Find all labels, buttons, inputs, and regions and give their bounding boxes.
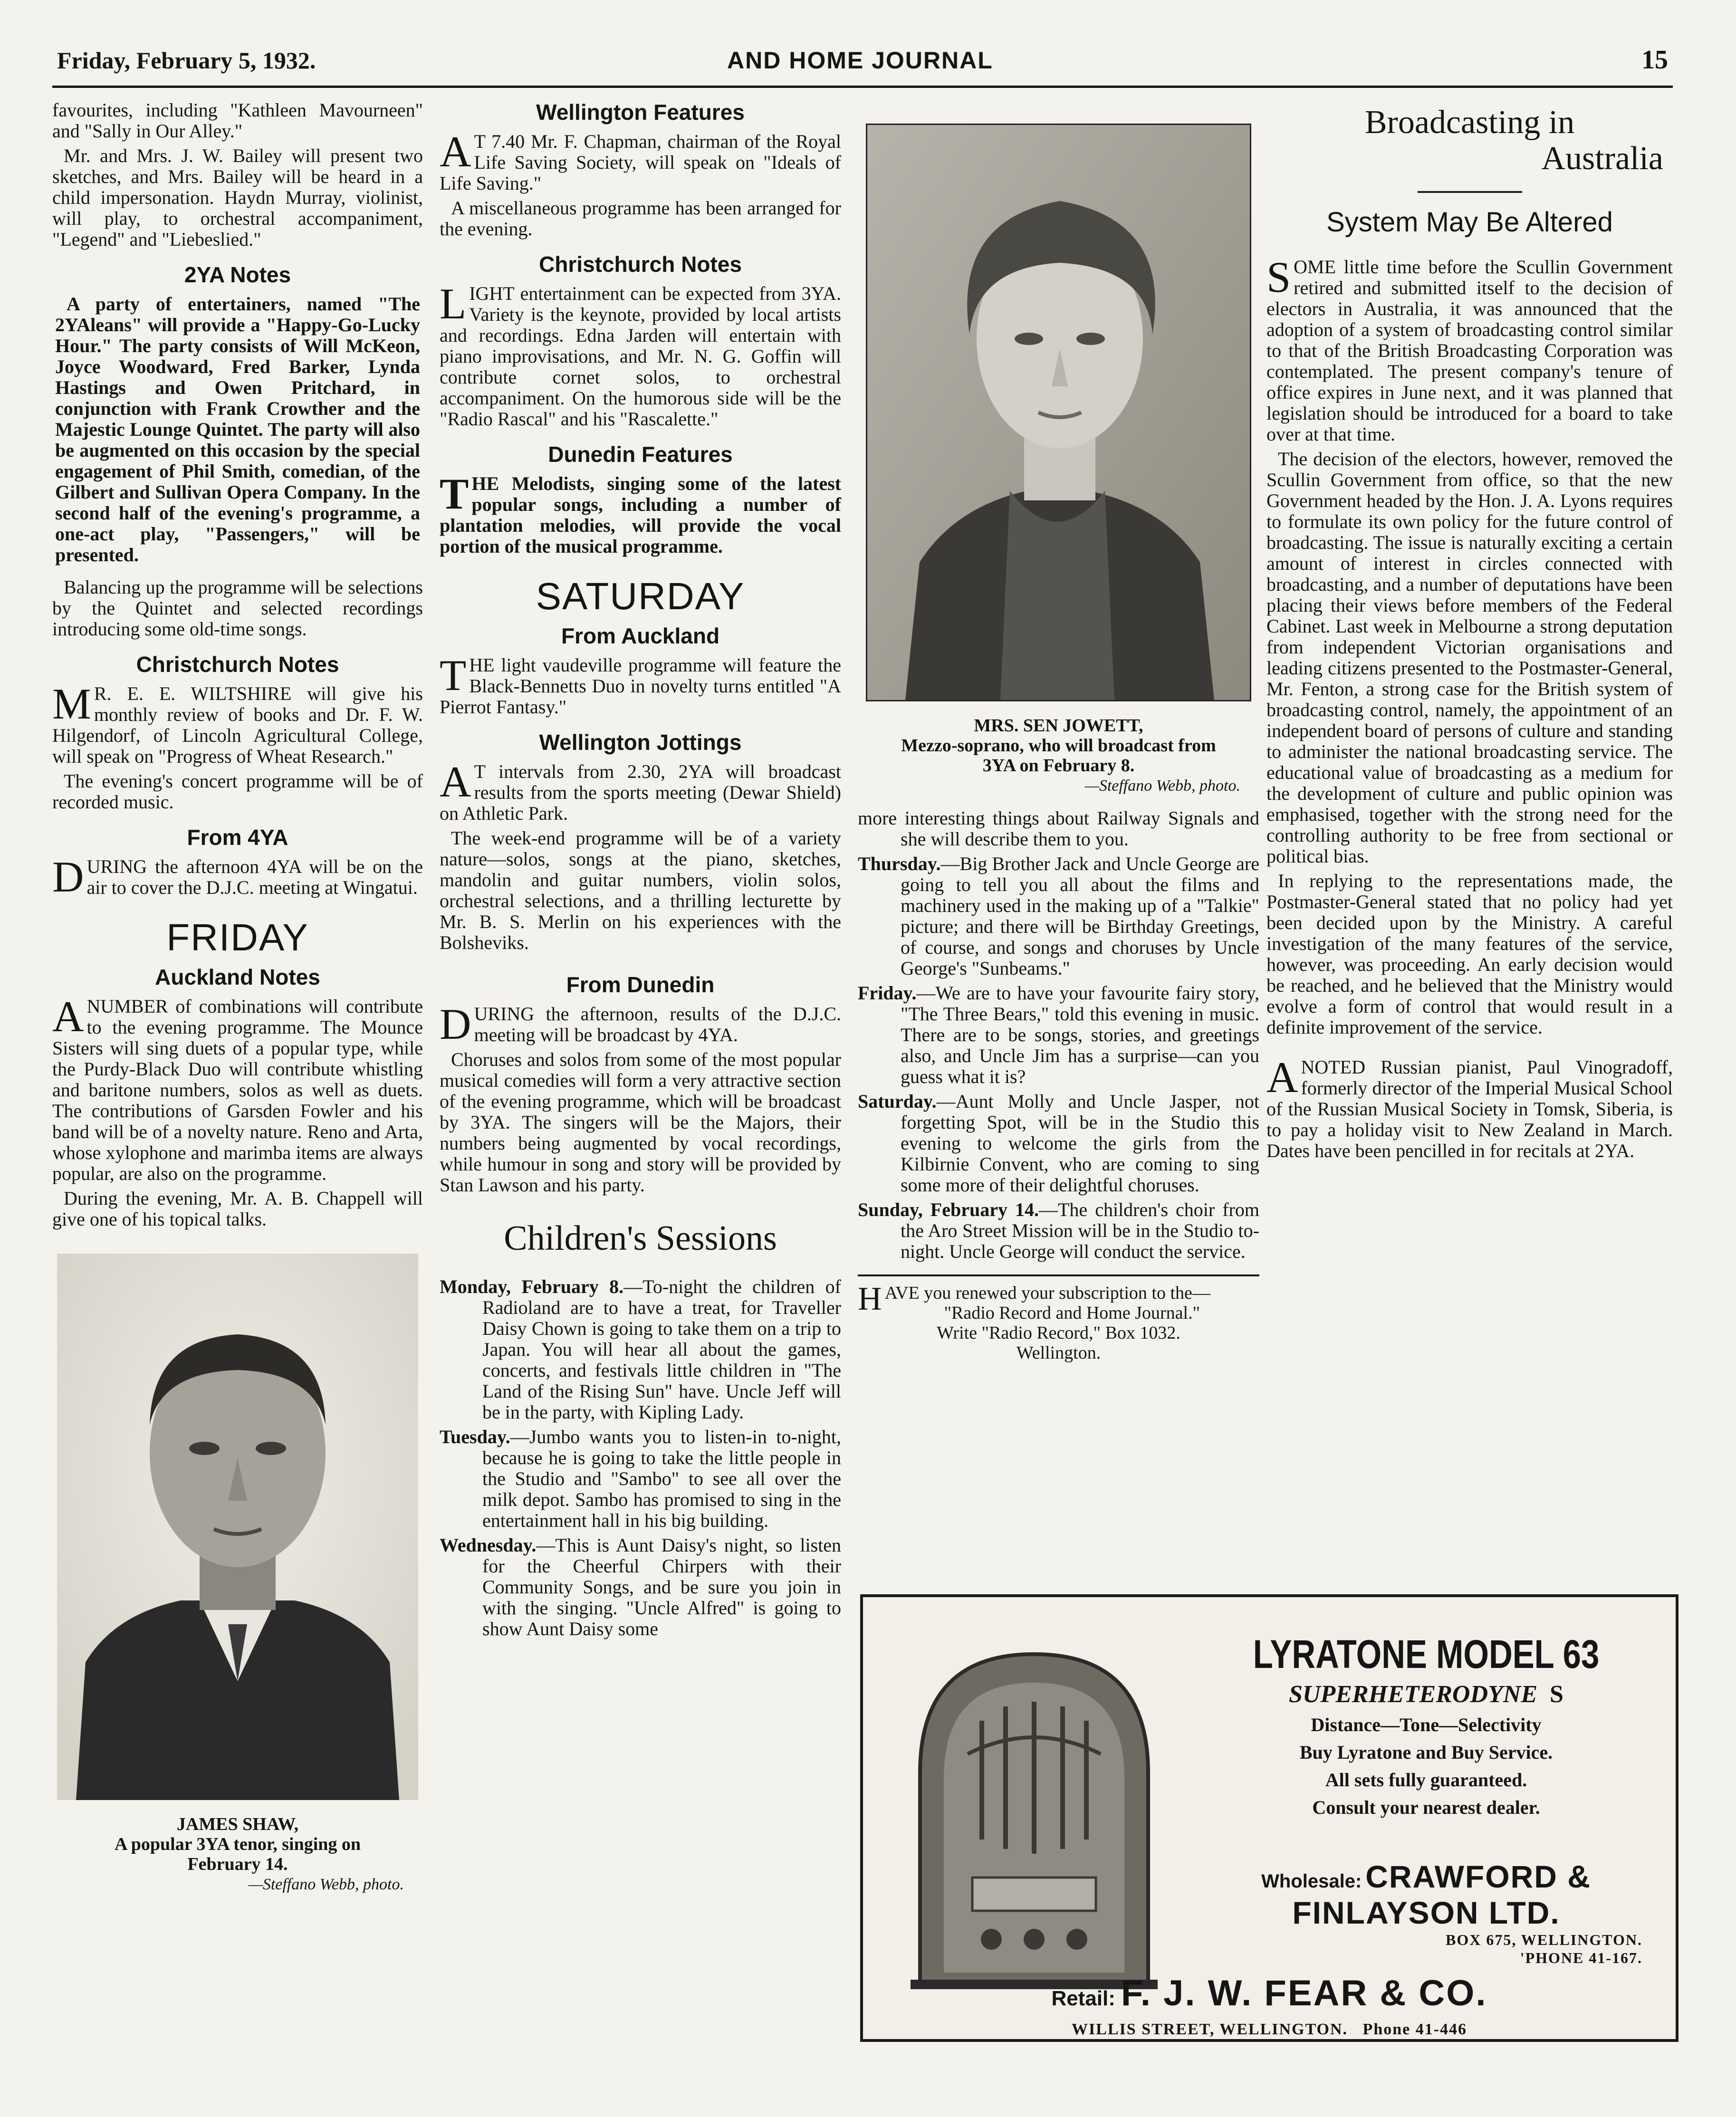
- paragraph-text: of combinations will contribute to the evening programme. The Mounce Sisters will sing duets of a popular type, while the Purdy-Black Duo will contribute whistling and baritone numbers, solos as well as duets. The contributions of Garsden Fowler and his band will be of a novelty nature. Reno and Arta, whose xylophone and marimba items are always popular, are also on the programme.: [52, 996, 423, 1184]
- ad-line: Distance—Tone—Selectivity: [1311, 1714, 1542, 1735]
- issue-date: Friday, February 5, 1932.: [57, 47, 316, 74]
- ad-title: LYRATONE MODEL 63: [1253, 1632, 1600, 1676]
- heading-2ya-notes: 2YA Notes: [184, 262, 291, 287]
- article-title-line-2: Australia: [1541, 140, 1663, 177]
- masthead: [52, 43, 1668, 81]
- session-entry: [858, 983, 1259, 1087]
- session-entry: [858, 853, 1259, 979]
- heading-from-auckland: From Auckland: [561, 623, 720, 648]
- paragraph: The decision of the electors, however, removed the Scullin Government from office, so that the new Government headed by the Hon. J. A. Lyons requires to formulate its own policy for the future control of broadcasting. The issue is naturally exciting a certain amount of interest in circles connected with broadcasting, and a number of deputations have been placing their views before members of the Federal Cabinet. Last week in Melbourne a strong deputation from independent Victorian organisations and leading citizens presented to the Postmaster-General, Mr. Fenton, a strong case for the British system of broadcasting control, namely, the appointment of an independent board of persons of culture and standing to administer the national broadcasting service. The educational value of broadcasting as a medium for the development of culture and public opinion was emphasised, together with the strong need for the controlling authority to be free from sectional or political bias.: [1266, 448, 1673, 867]
- paragraph-text: Russian pianist, Paul Vinogradoff, formerly director of the Imperial Musical School of the Russian Musical Society in Tomsk, Siberia, is to pay a holiday visit to New Zealand in March. Dates have been pencilled in for recitals at 2YA.: [1266, 1056, 1673, 1161]
- paragraph-text: entertainment can be expected from 3YA. Variety is the keynote, provided by local artists and recordings. Edna Jarden will entertain with piano improvisations, and Mr. N. G. Goffin will contribute cornet solos, to orchestral accompaniment. On the humorous side will be the "Radio Rascal" and his "Rascalette.": [440, 283, 841, 430]
- photo-credit: —Steffano Webb, photo.: [248, 1876, 404, 1893]
- session-day: Wednesday.: [440, 1534, 537, 1556]
- ad-line: Buy Lyratone and Buy Service.: [1299, 1742, 1553, 1763]
- page-number: 15: [1641, 45, 1668, 75]
- wholesale-phone: 'PHONE 41-167.: [1520, 1949, 1642, 1966]
- ad-line: Consult your nearest dealer.: [1312, 1797, 1540, 1818]
- masthead-rule: [52, 86, 1673, 88]
- paragraph: favourites, including "Kathleen Mavourneen" and "Sally in Our Alley.": [52, 99, 423, 142]
- paragraph: A miscellaneous programme has been arranged for the evening.: [440, 197, 841, 239]
- drop-cap: D: [440, 1000, 471, 1048]
- heading-wellington-jottings: Wellington Jottings: [539, 730, 742, 755]
- subscription-line: "Radio Record and Home Journal.": [944, 1303, 1200, 1323]
- drop-cap: L: [440, 279, 467, 328]
- session-text: —We are to have your favourite fairy story, "The Three Bears," told this evening in music. There are to be songs, stories, and greetings also, and Uncle Jim has a surprise—can you guess what it is?: [901, 982, 1259, 1087]
- subscription-line: Write "Radio Record," Box 1032.: [937, 1323, 1180, 1343]
- lead-in: NOTED: [1301, 1056, 1365, 1078]
- portrait-image: [57, 1254, 418, 1800]
- paragraph: [440, 127, 841, 194]
- drop-cap: A: [52, 992, 84, 1041]
- photo-caption: A popular 3YA tenor, singing on February 14.: [114, 1834, 361, 1874]
- paragraph-text: will give his monthly review of books and Dr. F. W. Hilgendorf, of Lincoln Agricultural College, will speak on "Progress of Wheat Research.": [52, 683, 423, 767]
- paragraph: Mr. and Mrs. J. W. Bailey will present two sketches, and Mrs. Bailey will be heard in a child impersonation. Haydn Murray, violinist, will play, to orchestral accompaniment, "Legend" and "Liebeslied.": [52, 145, 423, 250]
- retail-label: Retail:: [1051, 1987, 1115, 2010]
- journal-title: AND HOME JOURNAL: [727, 47, 993, 74]
- paragraph: [440, 1000, 841, 1048]
- portrait-image: [867, 125, 1250, 700]
- paragraph: [52, 680, 423, 767]
- retail-line: [863, 1973, 1676, 2014]
- session-text: —Jumbo wants you to listen-in to-night, because he is going to take the little people in the Studio and "Sambo" to see all over the milk depot. Sambo has promised to sing in the entertainment hall in his big building.: [482, 1426, 841, 1531]
- heading-christchurch-notes: Christchurch Notes: [136, 652, 339, 677]
- ad-copy: [1196, 1630, 1657, 1821]
- column-3: [858, 100, 1259, 1363]
- paragraph: [440, 757, 841, 824]
- lead-in: URING: [474, 1003, 535, 1025]
- session-day: Monday, February 8.: [440, 1276, 624, 1297]
- photo-james-shaw: [57, 1254, 418, 1800]
- wholesale-name: CRAWFORD &: [1365, 1859, 1591, 1894]
- session-text: —The children's choir from the Aro Street Mission will be in the Studio to-night. Uncle George will conduct the service.: [901, 1199, 1259, 1262]
- heading-christchurch-notes: Christchurch Notes: [539, 252, 742, 277]
- retail-address-line: [863, 2021, 1676, 2039]
- heading-childrens-sessions: Children's Sessions: [504, 1219, 777, 1258]
- drop-cap: D: [52, 853, 84, 901]
- heading-auckland-notes: Auckland Notes: [155, 965, 320, 989]
- paragraph: Choruses and solos from some of the most popular musical comedies will form a very attractive section of the evening programme, which will be broadcast by 3YA. The singers will be the Majors, their numbers being augmented by vocal recordings, while humour in song and story will be provided by Stan Lawson and his party.: [440, 1049, 841, 1196]
- radio-icon: [901, 1640, 1167, 1992]
- paragraph-text: the afternoon, results of the D.J.C. meeting will be broadcast by 4YA.: [474, 1003, 841, 1045]
- article-subtitle: System May Be Altered: [1326, 207, 1613, 238]
- paragraph-text: T 7.40 Mr. F. Chapman, chairman of the Royal Life Saving Society, will speak on "Ideals of Life Saving.": [440, 131, 841, 194]
- drop-cap: H: [858, 1281, 882, 1317]
- paragraph: In replying to the representations made, the Postmaster-General stated that no policy had yet been decided upon by the Ministry. A careful investigation of the many features of the service, however, was proceeding. An early decision would be reached, and he believed that the Ministry would evolve a form of control that would result in a definite improvement of the service.: [1266, 870, 1673, 1038]
- subscription-notice: [858, 1274, 1259, 1363]
- heading-from-4ya: From 4YA: [187, 825, 288, 850]
- wholesale-label: Wholesale:: [1261, 1871, 1362, 1892]
- ad-subtitle: [1196, 1678, 1657, 1711]
- lead-in: NUMBER: [86, 996, 168, 1017]
- column-2: [440, 100, 841, 1643]
- session-day: Thursday.: [858, 853, 941, 874]
- column-4: [1266, 100, 1673, 1165]
- session-text: —This is Aunt Daisy's night, so listen for the Cheerful Chirpers with their Community Songs, and be sure you join in with the singing. "Uncle Alfred" is going to show Aunt Daisy some: [482, 1534, 841, 1639]
- heading-saturday: SATURDAY: [536, 575, 745, 617]
- paragraph-text: little time before the Scullin Government retired and submitted itself to the decision of electors in Australia, it was announced that the adoption of a system of broadcasting control similar to that of the British Broadcasting Corporation was contemplated. The present company's tenure of office expires in June next, and it was planned that legislation should be introduced for a board to take over at that time.: [1266, 256, 1673, 445]
- subscription-line: Wellington.: [1016, 1343, 1101, 1363]
- paragraph-text: HE light vaudeville programme will feature the Black-Bennetts Duo in novelty turns entitled "A Pierrot Fantasy.": [440, 654, 841, 718]
- drop-cap: T: [440, 651, 467, 699]
- paragraph: [440, 469, 841, 557]
- paragraph: [440, 279, 841, 430]
- session-day: Sunday, February 14.: [858, 1199, 1039, 1220]
- ad-mark: S: [1550, 1681, 1563, 1708]
- paragraph: A party of entertainers, named "The 2YAleans" will provide a "Happy-Go-Lucky Hour." The party consists of Will McKeon, Joyce Woodward, Fred Barker, Lynda Hastings and Owen Pritchard, in conjunction with Frank Crowther and the Majestic Lounge Quintet. The party will also be augmented on this occasion by the special engagement of Phil Smith, comedian, of the Gilbert and Sullivan Opera Company. In the second half of the evening's programme, a one-act play, "Passengers," will be presented.: [55, 293, 420, 565]
- session-entry: [440, 1535, 841, 1639]
- lyratone-advertisement: [860, 1594, 1678, 2042]
- session-text: —To-night the children of Radioland are to have a treat, for Traveller Daisy Chown is going to take them on a trip to Japan. You will hear all about the games, concerts, and festivals little children in "The Land of the Rising Sun" have. Uncle Jeff will be in the party, with Kipling Lady.: [482, 1276, 841, 1423]
- subscription-text: you renewed your subscription to the—: [919, 1283, 1210, 1303]
- drop-cap: A: [1266, 1053, 1298, 1102]
- wholesale-address: BOX 675, WELLINGTON.: [1445, 1931, 1642, 1948]
- session-day: Tuesday.: [440, 1426, 510, 1447]
- session-entry: [440, 1276, 841, 1423]
- session-entry: [440, 1427, 841, 1531]
- drop-cap: A: [440, 757, 471, 806]
- paragraph: The evening's concert programme will be of recorded music.: [52, 770, 423, 813]
- paragraph: The week-end programme will be of a variety nature—solos, songs at the piano, sketches, mandolin and guitar numbers, violin solos, orchestral selections, and a thrilling lecturette by Mr. B. S. Merlin on his experiences with the Bolsheviks.: [440, 827, 841, 953]
- retail-address: WILLIS STREET, WELLINGTON.: [1071, 2021, 1348, 2038]
- paragraph: [1266, 1053, 1673, 1161]
- lead-in: OME: [1294, 256, 1336, 278]
- paragraph: [1266, 253, 1673, 445]
- session-day: Friday.: [858, 982, 917, 1004]
- title-separator: [1418, 191, 1522, 193]
- heading-friday: FRIDAY: [166, 916, 309, 958]
- session-entry: more interesting things about Railway Signals and she will describe them to you.: [858, 807, 1259, 850]
- retail-phone: Phone 41-446: [1362, 2021, 1467, 2038]
- photo-caption: Mezzo-soprano, who will broadcast from 3YA on February 8.: [901, 736, 1216, 776]
- ad-subtitle-text: SUPERHETERODYNE: [1289, 1681, 1538, 1708]
- drop-cap: A: [440, 127, 471, 176]
- wholesale-block: [1196, 1858, 1657, 1967]
- paragraph-text: T intervals from 2.30, 2YA will broadcast results from the sports meeting (Dewar Shield) on Athletic Park.: [440, 761, 841, 824]
- lead-in: AVE: [884, 1283, 920, 1303]
- session-text: —Aunt Molly and Uncle Jasper, not forgetting Spot, will be in the Studio this evening to welcome the girls from the Kilbirnie Convent, who are coming to sing some more of their delightful choruses.: [901, 1091, 1259, 1196]
- paragraph-text: HE Melodists, singing some of the latest popular songs, including a number of plantation melodies, will provide the vocal portion of the musical programme.: [440, 473, 841, 557]
- photo-credit: —Steffano Webb, photo.: [1084, 777, 1240, 795]
- photo-caption-name: MRS. SEN JOWETT,: [974, 716, 1143, 736]
- heading-wellington-features: Wellington Features: [536, 100, 745, 125]
- paragraph: Balancing up the programme will be selections by the Quintet and selected recordings introducing some old-time songs.: [52, 576, 423, 640]
- wholesale-line: [1196, 1858, 1657, 1895]
- retail-block: [863, 1973, 1676, 2039]
- paragraph: During the evening, Mr. A. B. Chappell will give one of his topical talks.: [52, 1188, 423, 1230]
- paragraph-text: the afternoon 4YA will be on the air to cover the D.J.C. meeting at Wingatui.: [86, 856, 423, 898]
- drop-cap: M: [52, 680, 91, 728]
- paragraph: [440, 651, 841, 718]
- photo-caption-name: JAMES SHAW,: [176, 1814, 299, 1834]
- lead-in: IGHT: [469, 283, 515, 304]
- paragraph: [52, 853, 423, 901]
- heading-dunedin-features: Dunedin Features: [548, 442, 733, 467]
- session-day: Saturday.: [858, 1091, 937, 1112]
- lead-in: R. E. E. WILTSHIRE: [94, 683, 292, 704]
- lead-in: URING: [86, 856, 147, 877]
- photo-mrs-sen-jowett: [866, 124, 1251, 701]
- drop-cap: S: [1266, 253, 1291, 301]
- wholesale-name-line-2: FINLAYSON LTD.: [1292, 1895, 1560, 1930]
- paragraph: [52, 992, 423, 1184]
- session-entry: [858, 1091, 1259, 1196]
- retail-name: F. J. W. FEAR & CO.: [1121, 1973, 1487, 2013]
- article-title-line-1: Broadcasting in: [1364, 104, 1575, 141]
- drop-cap: T: [440, 469, 469, 518]
- column-1: [52, 100, 423, 1895]
- session-entry: [858, 1199, 1259, 1262]
- session-text: —Big Brother Jack and Uncle George are going to tell you all about the films and machinery used in the making up of a "Talkie" picture; and there will be Birthday Greetings, of course, and songs and choruses by Uncle George's "Sunbeams.": [901, 853, 1259, 979]
- ad-line: All sets fully guaranteed.: [1325, 1769, 1527, 1791]
- radio-set-illustration: [901, 1640, 1167, 1992]
- heading-from-dunedin: From Dunedin: [566, 972, 715, 997]
